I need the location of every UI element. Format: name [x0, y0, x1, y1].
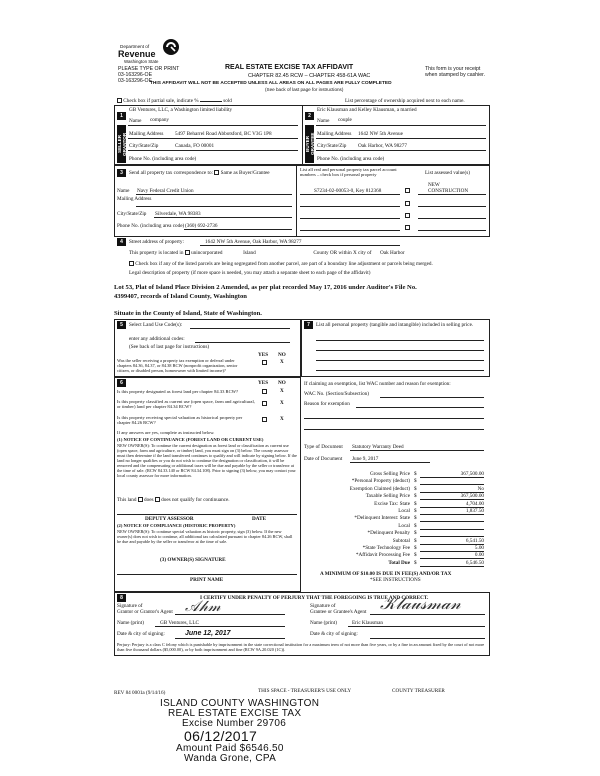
- segregated-row: [129, 261, 433, 267]
- section3-label: [129, 170, 270, 176]
- stamp-line4: 06/12/2017: [184, 728, 258, 744]
- grantee-signature[interactable]: 𝒦𝓁𝒶𝓊𝓈𝓂𝒶𝓃: [380, 594, 461, 614]
- tax-row-underline: [420, 514, 484, 515]
- s6-q3-no[interactable]: X: [280, 416, 284, 422]
- parcel-checkbox-4[interactable]: [405, 225, 410, 230]
- s5-question: Was the seller receiving a property tax exemption or deferral under chapters 84.36, 84.37, or 84.38 RCW (nonprofit organization, senior citizen, or disabled person, homeowner with limited income)?: [117, 358, 238, 373]
- tax-row-label: Gross Selling Price: [369, 471, 410, 477]
- buyer-name-value2[interactable]: couple: [338, 117, 352, 123]
- s6-p2-title: (2) NOTICE OF COMPLIANCE (HISTORIC PROPERTY): [117, 523, 236, 528]
- form-title: REAL ESTATE EXCISE TAX AFFIDAVIT: [225, 64, 354, 71]
- s6-q3-yes-checkbox[interactable]: [262, 417, 267, 422]
- s3-mailing-label: Mailing Address: [117, 196, 152, 202]
- section3-label-text: Send all property tax correspondence to:: [129, 170, 213, 176]
- does-not-label: does not qualify for continuance.: [161, 497, 230, 503]
- s6-p1-body: NEW OWNER(S): To continue the current designation as forest land or classification as current use (open space, farm and agriculture, or timber) land, you must sign on (3) below. The county assessor must then determine if the land transferred continues to qualify and will indicate by signing below. If the land no longer qualifies or you do not wish to continue the designation or classification, it will be removed and the compensating or additional taxes will be due and payable by the seller or transferor at the time of sale. (RCW 84.33.140 or RCW 84.34.108). Prior to signing (3) below, you may contact your local county assessor for more information.: [117, 443, 297, 478]
- s7-label: List all personal property (tangible and intangible) included in selling price.: [316, 322, 474, 328]
- city-value[interactable]: Oak Harbor: [380, 250, 405, 256]
- tax-row-label: Local: [398, 522, 410, 529]
- s5-see-back: (See back of last page for instructions): [129, 344, 210, 350]
- doc-date-label: Date of Document: [304, 456, 343, 462]
- seller-phone-label[interactable]: Phone No. (including area code): [129, 156, 197, 162]
- tax-row-label: *Personal Property (deduct): [351, 478, 410, 485]
- see-back: (See back of last page for instructions): [265, 87, 344, 92]
- s6-if-yes: If any answers are yes, complete as instructed below.: [117, 430, 215, 435]
- partial-sale-label: Check box if partial sale, indicate %: [123, 98, 199, 104]
- code2: 03-163296-OE: [118, 78, 153, 84]
- partial-sale: [117, 98, 232, 104]
- perjury-note: Perjury: Perjury is a class C felony which is punishable by imprisonment in the state correctional institution for a maximum term of not more than five years, or by a fine in an amount fixed by the court of not more than five thousand dollars ($5,000.00), or by both imprisonment and fine (RCW 9A.20.020 (1C)).: [117, 642, 485, 652]
- parcel-checkbox-2[interactable]: [405, 201, 410, 206]
- s6-q1: Is this property designated as forest land per chapter 84.33 RCW?: [117, 389, 239, 394]
- s5-no: NO: [278, 352, 286, 358]
- street-value[interactable]: 1642 NW 5th Avenue, Oak Harbor, WA 98277: [205, 239, 302, 245]
- s6-q2-yes-checkbox[interactable]: [262, 401, 267, 406]
- s6-no: NO: [278, 380, 286, 386]
- seller-name-value1: GB Ventures, LLC, a Washington limited liability: [129, 107, 233, 113]
- parcel-checkbox-3[interactable]: [405, 213, 410, 218]
- stamp-line5: Amount Paid $6546.50: [176, 743, 284, 754]
- tax-row-value[interactable]: 367,500.00: [460, 471, 484, 477]
- land-does-label: This land: [117, 497, 137, 503]
- seller-name-value2[interactable]: company: [150, 117, 170, 123]
- tax-row-label: Subtotal: [392, 537, 410, 544]
- grantor-signature[interactable]: 𝒜𝒽𝓂: [185, 597, 221, 615]
- grantor-date-label: Date & city of signing:: [117, 631, 165, 637]
- s3-phone-value[interactable]: (360) 692-2736: [185, 223, 218, 229]
- minimum-note1: A MINIMUM OF $10.00 IS DUE IN FEE(S) AND/OR TAX: [320, 571, 452, 577]
- dollar-sign: $: [414, 478, 417, 485]
- seller-mailing-label: Mailing Address: [129, 131, 164, 137]
- dept-line2: Revenue: [118, 49, 156, 59]
- s6-q1-no[interactable]: X: [280, 388, 284, 394]
- unincorporated-label: unincorporated: [191, 250, 223, 256]
- s5-yes-checkbox[interactable]: [262, 360, 267, 365]
- assessed-header: List assessed value(s): [425, 170, 470, 176]
- section-7-number: 7: [304, 321, 313, 329]
- tax-row-underline: [420, 521, 484, 522]
- seller-name-label: Name: [129, 118, 142, 124]
- dept-line1: Department of: [120, 44, 150, 49]
- rev-number: REV 84 0001a (9/14/16): [114, 690, 166, 696]
- segregated-checkbox[interactable]: [129, 261, 134, 266]
- seller-side-label: SELLER GRANTOR: [117, 125, 126, 163]
- tax-row-value[interactable]: 367,500.00: [460, 493, 484, 500]
- dollar-sign: $: [414, 545, 417, 551]
- s6-q2-no[interactable]: X: [280, 400, 284, 406]
- form-warning: THIS AFFIDAVIT WILL NOT BE ACCEPTED UNLESS ALL AREAS ON ALL PAGES ARE FULLY COMPLETED: [150, 81, 392, 86]
- grantee-date-label: Date & city of signing:: [310, 631, 358, 637]
- s6-q2: Is this property classified as current use (open space, farm and agricultural, or timber) land per chapter 84.34 RCW?: [117, 399, 255, 410]
- land-use-label: Select Land Use Code(s):: [129, 322, 183, 328]
- dept-line3: Washington State: [124, 59, 159, 64]
- dollar-sign: $: [414, 493, 417, 500]
- s3-city-label: City/State/Zip: [117, 211, 147, 217]
- tax-row-value[interactable]: 5.00: [474, 545, 484, 551]
- same-as-buyer-checkbox[interactable]: [214, 170, 219, 175]
- partial-sale-checkbox[interactable]: [117, 98, 122, 103]
- tax-row-label: *State Technology Fee: [362, 545, 410, 551]
- s6-p2-body: NEW OWNER(S): To continue special valuation as historic property, sign (3) below. If the new owner(s) does not wish to continue, all additional tax calculated pursuant to chapter 84.26 RCW, shall be due and payable by the seller or transferor at the time of sale.: [117, 529, 293, 544]
- parcel-header: List all real and personal property tax parcel account numbers – check box if personal property: [300, 167, 397, 178]
- legal-line3: Situate in the County of Island, State of Washington.: [114, 310, 262, 317]
- s5-no-mark[interactable]: X: [280, 359, 284, 365]
- dollar-sign: $: [414, 500, 417, 507]
- treasurer-use: THIS SPACE - TREASURER'S USE ONLY: [258, 688, 352, 694]
- assessed-value1[interactable]: NEW: [428, 182, 440, 188]
- buyer-phone-label[interactable]: Phone No. (including area code): [317, 156, 385, 162]
- section-4-number: 4: [117, 238, 126, 246]
- seller-city-value[interactable]: Canada, FO 00001: [175, 143, 215, 149]
- grantor-sig-label1: Signature of: [117, 603, 143, 609]
- s6-p1-title: (1) NOTICE OF CONTINUANCE (FOREST LAND OR CURRENT USE): [117, 437, 264, 442]
- dollar-sign: $: [414, 485, 417, 492]
- buyer-city-label: City/State/Zip: [317, 143, 347, 149]
- wac-label: WAC No. (Section/Subsection): [304, 391, 369, 397]
- exemption-label: If claiming an exemption, list WAC number and reason for exemption:: [304, 381, 451, 387]
- ownership-note: List percentage of ownership acquired next to each name.: [345, 98, 465, 104]
- s3-city-value[interactable]: Silverdale, WA 98383: [155, 211, 201, 217]
- tax-row-label: *Affidavit Processing Fee: [355, 552, 410, 559]
- code1: 03-163296-OE: [118, 72, 153, 78]
- legal-line2: 4399407, records of Island County, Washington: [114, 293, 247, 300]
- grantor-name-value[interactable]: GB Ventures, LLC: [160, 620, 199, 626]
- dollar-sign: $: [414, 508, 417, 514]
- tax-row-value[interactable]: 1,837.50: [465, 508, 484, 514]
- doc-type-label: Type of Document: [304, 444, 343, 450]
- segregated-text: Check box if any of the listed parcels are being segregated from another parcel, are part of a boundary line adjustment or parcels being merged.: [135, 261, 433, 267]
- s5-yes: YES: [258, 352, 269, 358]
- tax-row-label: Local: [398, 508, 410, 514]
- tax-row-underline: [420, 477, 484, 478]
- tax-row-underline: [420, 566, 484, 567]
- section-2-number: 2: [305, 112, 314, 120]
- does-checkbox[interactable]: [138, 497, 143, 502]
- additional-codes: enter any additional codes:: [129, 336, 185, 342]
- buyer-name-label: Name: [317, 118, 330, 124]
- county-treasurer: COUNTY TREASURER: [392, 688, 445, 694]
- section-5-number: 5: [117, 321, 126, 329]
- tax-row-label: Exemption Claimed (deduct): [349, 485, 410, 492]
- s6-q3: Is this property receiving special valuation as historical property per chapter 84.26 RCW?: [117, 415, 243, 426]
- tax-row-value[interactable]: 6,546.50: [465, 559, 484, 566]
- dollar-sign: $: [414, 559, 417, 566]
- section-3-number: 3: [117, 169, 126, 177]
- seller-city-label: City/State/Zip: [129, 143, 159, 149]
- tax-row-value[interactable]: 6,541.50: [465, 537, 484, 544]
- located-label: This property is located in: [129, 250, 184, 256]
- county-label: County OR within: [313, 250, 352, 256]
- land-qualify-row: [117, 497, 230, 503]
- street-label: Street address of property:: [129, 239, 184, 245]
- parcel-value[interactable]: S7234-02-00053-0, Key 812368: [314, 188, 382, 194]
- legal-label: Legal description of property (if more space is needed, you may attach a separate sheet to each page of the affidavit): [129, 270, 371, 276]
- grantor-date-value[interactable]: June 12, 2017: [185, 630, 231, 637]
- s6-yes: YES: [258, 380, 269, 386]
- dollar-sign: $: [414, 530, 417, 537]
- minimum-note2: *SEE INSTRUCTIONS: [370, 577, 421, 583]
- grantee-name-value[interactable]: Eric Klausman: [352, 620, 383, 626]
- stamp-line2: REAL ESTATE EXCISE TAX: [168, 708, 302, 719]
- deputy-assessor: DEPUTY ASSESSOR: [145, 516, 194, 522]
- grantee-sig-label2: Grantee or Grantee's Agent: [310, 609, 367, 615]
- city-of-label: X city of: [352, 250, 372, 256]
- buyer-mailing-value[interactable]: 1642 NW 5th Avenue: [358, 131, 403, 137]
- section-1-number: 1: [117, 112, 126, 120]
- does-label: does: [144, 497, 154, 503]
- grantee-sig-label1: Signature of: [310, 603, 336, 609]
- buyer-side-label: BUYER GRANTEE: [305, 125, 314, 163]
- stamp-line1: ISLAND COUNTY WASHINGTON: [160, 698, 320, 709]
- form-subtitle: CHAPTER 82.45 RCW – CHAPTER 458-61A WAC: [248, 73, 371, 79]
- grantee-name-label: Name (print): [310, 620, 337, 626]
- stamp-line6: Wanda Grone, CPA: [184, 753, 277, 764]
- doc-date-value[interactable]: June 9, 2017: [352, 456, 379, 462]
- section-6-number: 6: [117, 379, 126, 387]
- please-type: PLEASE TYPE OR PRINT: [118, 66, 180, 72]
- dollar-sign: $: [414, 552, 417, 559]
- s3-name-label: Name: [117, 188, 130, 194]
- dollar-sign: $: [414, 537, 417, 544]
- receipt-note1: This form is your receipt: [425, 66, 481, 72]
- section-8-number: 8: [117, 594, 126, 602]
- dor-logo-icon: [162, 38, 180, 56]
- parcel-checkbox-1[interactable]: [405, 188, 410, 193]
- tax-row-label: *Delinquent Penalty: [367, 530, 410, 537]
- unincorporated-checkbox[interactable]: [185, 250, 190, 255]
- certify: I CERTIFY UNDER PENALTY OF PERJURY THAT THE FOREGOING IS TRUE AND CORRECT.: [200, 595, 429, 601]
- located-value[interactable]: Island: [243, 250, 256, 256]
- same-as-buyer-label: Same as Buyer/Grantee: [220, 170, 270, 176]
- s3-phone-label: Phone No. (including area code): [117, 223, 185, 229]
- buyer-name-value1: Eric Klausman and Kelley Klausman, a married: [317, 107, 417, 113]
- print-name[interactable]: PRINT NAME: [190, 577, 224, 583]
- dollar-sign: $: [414, 471, 417, 477]
- tax-row-label: Excise Tax: State: [374, 500, 410, 507]
- s3-name-value[interactable]: Navy Federal Credit Union: [137, 188, 194, 194]
- seller-mailing-value[interactable]: 5497 Beharrel Road Abbotsford, BC V3G 1P8: [175, 131, 272, 137]
- dollar-sign: $: [414, 522, 417, 529]
- legal-line1: Lot 53, Plat of Island Place Division 2 Amended, as per plat recorded May 17, 2016 under Auditor's File No.: [114, 284, 417, 291]
- tax-row-label: Total Due: [388, 559, 410, 566]
- buyer-city-value[interactable]: Oak Harbor, WA 98277: [358, 143, 407, 149]
- tax-row-value[interactable]: 4,704.00: [465, 500, 484, 507]
- dollar-sign: $: [414, 515, 417, 522]
- assessed-value2[interactable]: CONSTRUCTION: [428, 188, 469, 194]
- owner-signature[interactable]: (3) OWNER(S) SIGNATURE: [160, 557, 226, 563]
- stamp-line3: Excise Number 29706: [182, 718, 287, 729]
- located-row: [129, 250, 405, 256]
- grantor-sig-label2: Grantor or Grantor's Agent: [117, 609, 173, 615]
- tax-row-underline: [420, 529, 484, 530]
- deputy-date: DATE: [252, 516, 267, 522]
- does-not-checkbox[interactable]: [155, 497, 160, 502]
- s6-q1-yes-checkbox[interactable]: [262, 389, 267, 394]
- reason-label: Reason for exemption: [304, 401, 350, 407]
- tax-row-value[interactable]: 0.00: [474, 552, 484, 559]
- buyer-mailing-label: Mailing Address: [317, 131, 352, 137]
- tax-row-label: Taxable Selling Price: [365, 493, 410, 500]
- receipt-note2: when stamped by cashier.: [425, 72, 485, 78]
- grantor-name-label: Name (print): [117, 620, 144, 626]
- tax-row-value[interactable]: No: [477, 485, 484, 492]
- tax-row-label: *Delinquent Interest: State: [354, 515, 410, 522]
- doc-type-value[interactable]: Statutory Warranty Deed: [352, 444, 404, 450]
- sold-label: sold: [223, 98, 232, 104]
